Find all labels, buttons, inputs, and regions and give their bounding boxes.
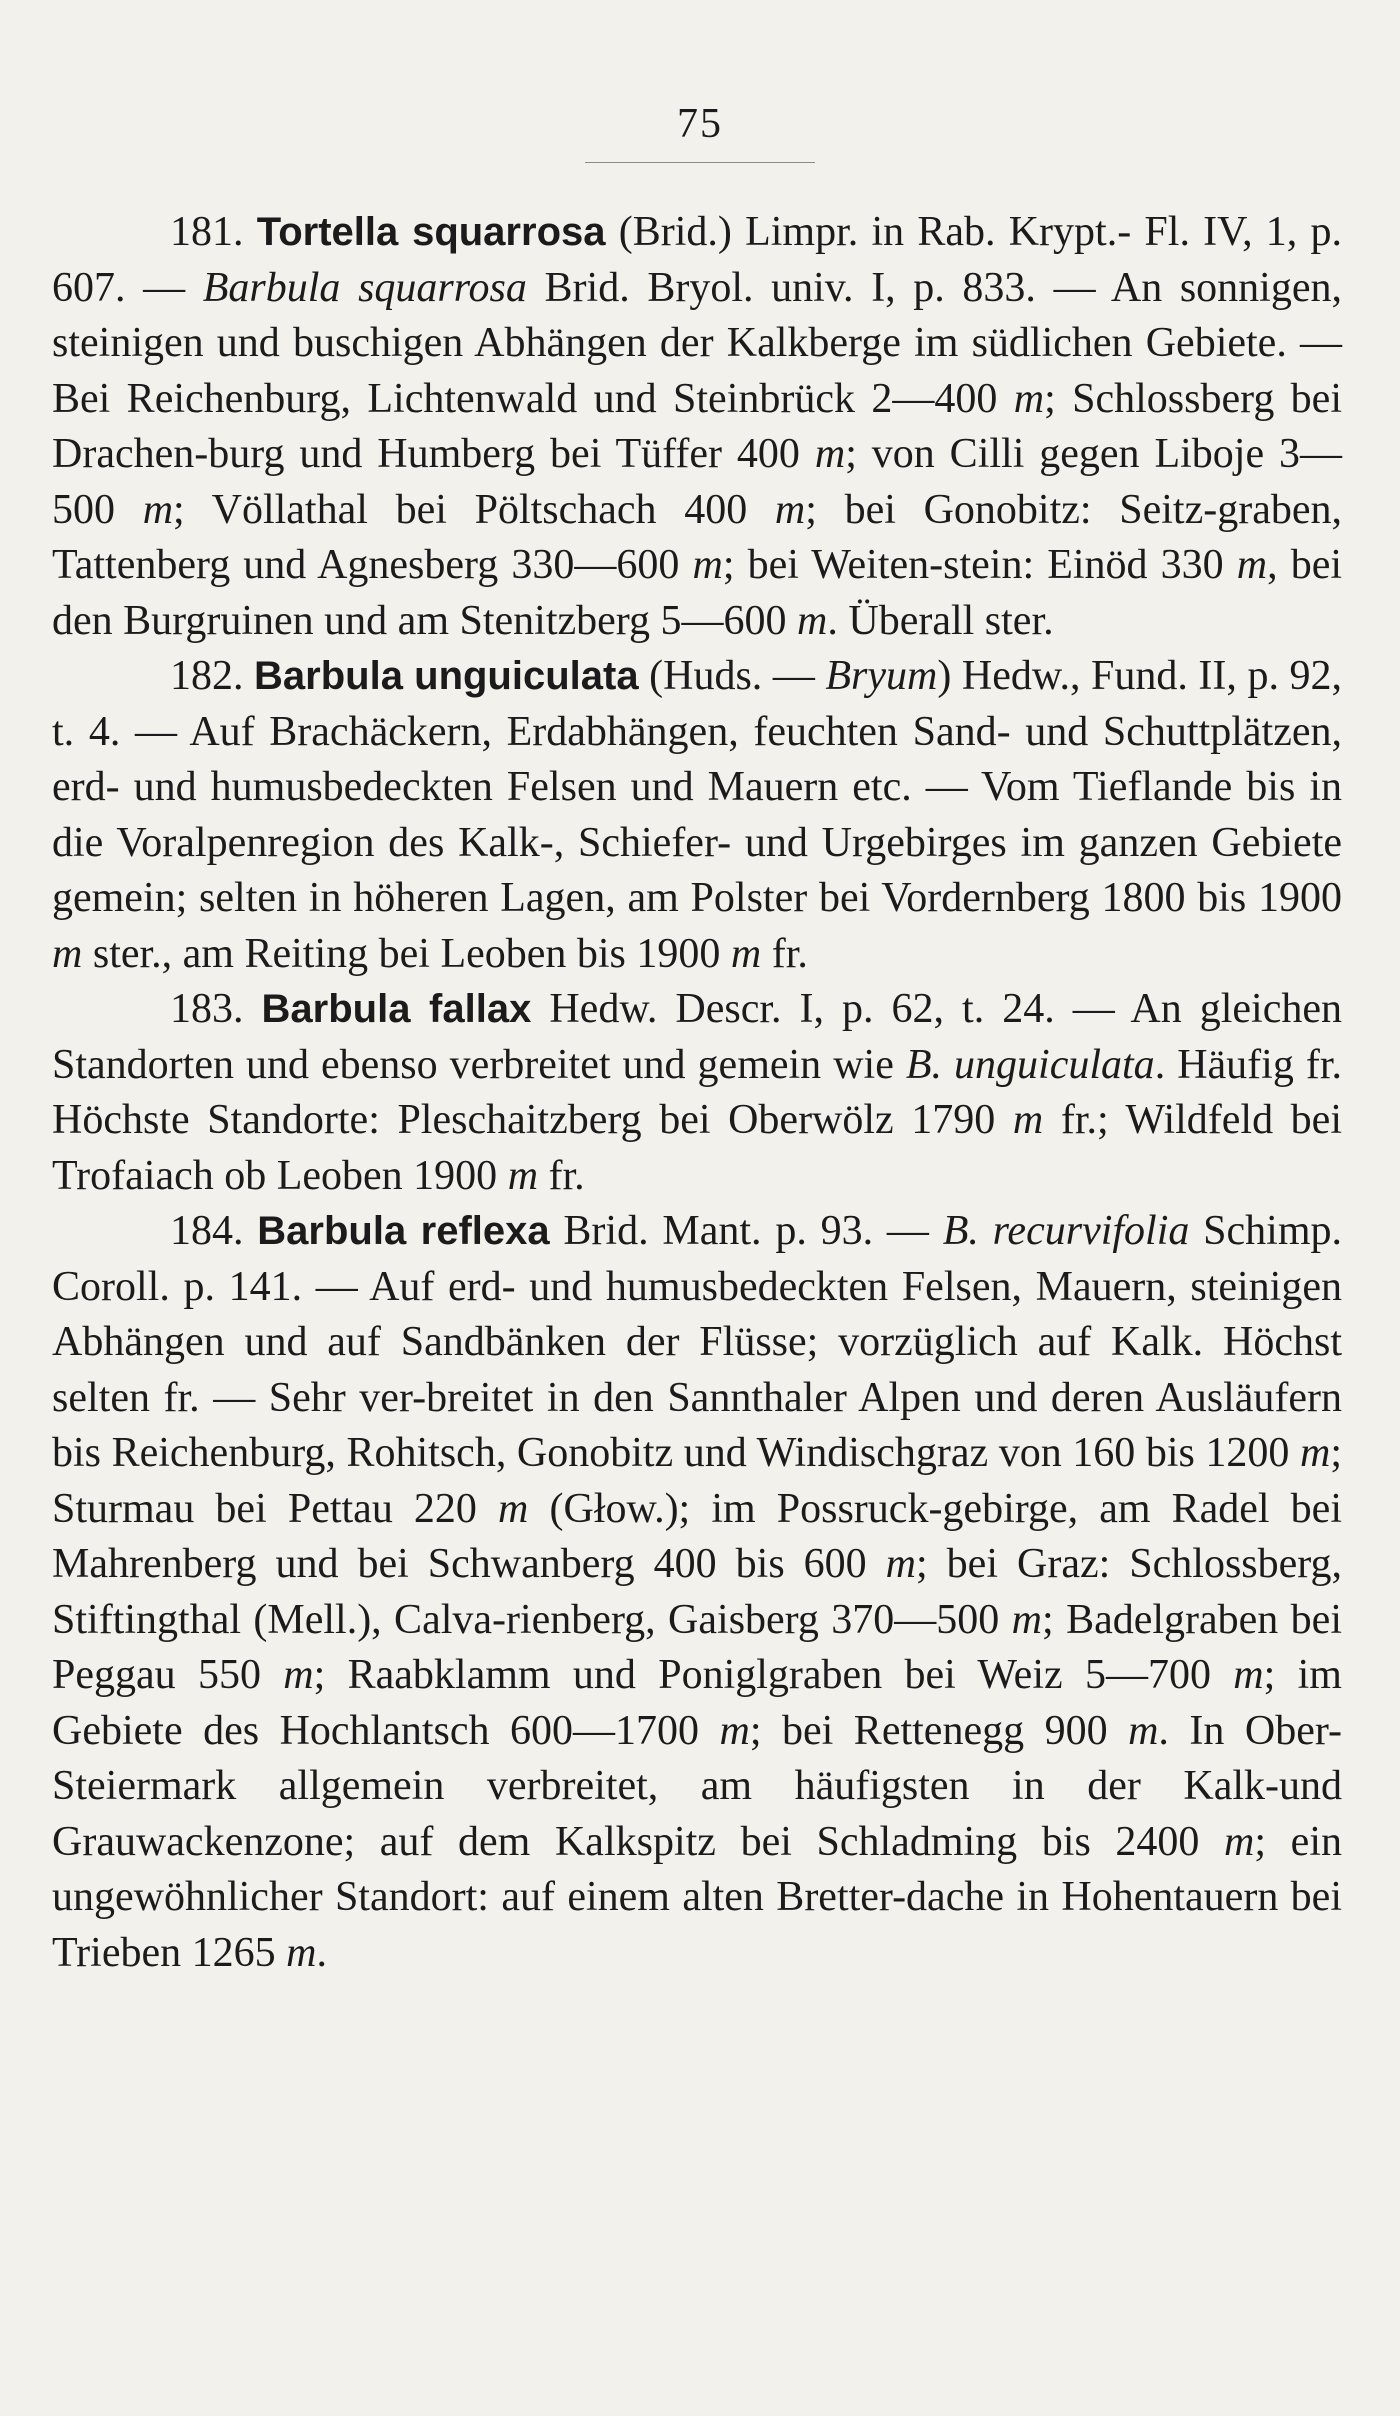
unit: m <box>283 1652 314 1698</box>
entry-183 <box>52 982 1342 1204</box>
entry-text: fr. <box>538 1152 585 1199</box>
entry-182 <box>52 649 1342 982</box>
unit: m <box>52 930 83 977</box>
synonym: Barbula squarrosa <box>202 264 527 311</box>
page-body <box>52 205 1342 1981</box>
entry-text: fr.; Wildfeld bei Trofaiach ob Leoben 1900 <box>52 1097 1342 1199</box>
unit: m <box>1233 1652 1264 1698</box>
entry-text: ; Sturmau bei Pettau 220 <box>52 1430 1342 1532</box>
unit: m <box>692 542 723 588</box>
entry-text: ; bei Gonobitz: Seitz-graben, Tattenberg und Agnesberg 330—600 <box>52 486 1343 588</box>
unit: m <box>507 1152 539 1199</box>
unit: m <box>498 1485 529 1532</box>
synonym: Bryum <box>825 653 938 699</box>
entry-text: ; bei Graz: Schlossberg, Stiftingthal (Mell.), Calva-rienberg, Gaisberg 370—500 <box>52 1541 1342 1643</box>
unit: m <box>730 930 762 977</box>
unit: m <box>1013 375 1045 422</box>
unit: m <box>774 486 806 533</box>
entry-text: ster., am Reiting bei Leoben bis 1900 <box>82 930 731 977</box>
entry-text: ; Raabklamm und Poniglgraben bei Weiz 5—700 <box>313 1652 1234 1698</box>
header-rule <box>585 162 815 163</box>
entry-text: Schimp. Coroll. p. 141. — Auf erd- und humusbedeckten Felsen, Mauern, steinigen Abhängen und auf Sandbänken der Flüsse; vorzüglich auf Kalk. Höchst selten fr. — Sehr ver-breitet in den Sannthaler Alpen und deren Ausläufern bis Reichenburg, Rohitsch, Gonobitz und Windischgraz von 160 bis 1200 <box>52 1208 1343 1476</box>
species-name: Tortella squarrosa <box>256 210 606 254</box>
unit: m <box>814 431 846 477</box>
entry-text: , bei den Burgruinen und am Stenitzberg 5—600 <box>52 542 1343 644</box>
entry-text: ; von Cilli gegen Liboje 3—500 <box>52 431 1343 533</box>
species-name: Barbula reflexa <box>257 1209 550 1253</box>
entry-181 <box>52 205 1342 649</box>
entry-text: (Huds. — <box>638 653 826 699</box>
unit: m <box>1224 1818 1255 1865</box>
entry-text: . In Ober-Steiermark allgemein verbreitet, am häufigsten in der Kalk-und Grauwackenzone; auf dem Kalkspitz bei Schladming bis 2400 <box>52 1707 1342 1865</box>
entry-text: Brid. Mant. p. 93. — <box>549 1208 943 1254</box>
entry-text: ; Völlathal bei Pöltschach 400 <box>173 486 775 533</box>
entry-number: 184. <box>170 1208 244 1254</box>
entry-number: 181. <box>170 209 244 255</box>
entry-text: ; ein ungewöhnlicher Standort: auf einem alten Bretter-dache in Hohentauern bei Trieben 1265 <box>52 1818 1342 1976</box>
entry-text: Brid. Bryol. univ. I, p. 833. — An sonnigen, steinigen und buschigen Abhängen der Kalkberge im südlichen Gebiete. — Bei Reichenburg, Lichtenwald und Steinbrück 2—400 <box>52 264 1342 422</box>
page-number: 75 <box>677 101 723 147</box>
entry-text: . Häufig fr. Höchste Standorte: Pleschaitzberg bei Oberwölz 1790 <box>52 1041 1342 1143</box>
entry-text: . Überall ster. <box>827 597 1054 644</box>
unit: m <box>286 1929 317 1976</box>
entry-text: Hedw. Descr. I, p. 62, t. 24. — An gleichen Standorten und ebenso verbreitet und gemein wie <box>52 986 1343 1088</box>
species-name: Barbula unguiculata <box>254 654 639 698</box>
entry-text: (Brid.) Limpr. in Rab. Krypt.- Fl. IV, 1, p. 607. — <box>52 209 1343 311</box>
unit: m <box>719 1707 750 1754</box>
unit: m <box>1299 1430 1331 1476</box>
entry-number: 183. <box>170 986 244 1032</box>
unit: m <box>1011 1596 1043 1643</box>
synonym: B. recurvifolia <box>942 1208 1190 1254</box>
unit: m <box>142 486 174 533</box>
entry-text: ; im Gebiete des Hochlantsch 600—1700 <box>52 1652 1342 1754</box>
entry-text: ; bei Rettenegg 900 <box>749 1707 1129 1754</box>
unit: m <box>1236 542 1268 588</box>
unit: m <box>1128 1707 1159 1754</box>
entry-text: ) Hedw., Fund. II, p. 92, t. 4. — Auf Brachäckern, Erdabhängen, feuchten Sand- und Schuttplätzen, erd- und humusbedeckten Felsen und Mauern etc. — Vom Tieflande bis in die Voralpenregion des Kalk-, Schiefer- und Urgebirges im ganzen Gebiete gemein; selten in höheren Lagen, am Polster bei Vordernberg 1800 bis 1900 <box>52 653 1342 921</box>
unit: m <box>797 597 828 644</box>
species-name: Barbula fallax <box>261 987 532 1031</box>
entry-text: ; bei Weiten-stein: Einöd 330 <box>722 542 1237 588</box>
entry-text: (Głow.); im Possruck-gebirge, am Radel bei Mahrenberg und bei Schwanberg 400 bis 600 <box>52 1485 1342 1587</box>
entry-text: ; Badelgraben bei Peggau 550 <box>52 1596 1342 1698</box>
entry-text: . <box>316 1929 327 1976</box>
unit: m <box>885 1541 917 1587</box>
entry-number: 182. <box>170 653 244 699</box>
unit: m <box>1012 1097 1044 1143</box>
entry-text: fr. <box>761 930 808 977</box>
entry-184 <box>52 1204 1342 1981</box>
synonym: B. unguiculata <box>905 1041 1155 1088</box>
entry-text: ; Schlossberg bei Drachen-burg und Humberg bei Tüffer 400 <box>52 375 1342 477</box>
